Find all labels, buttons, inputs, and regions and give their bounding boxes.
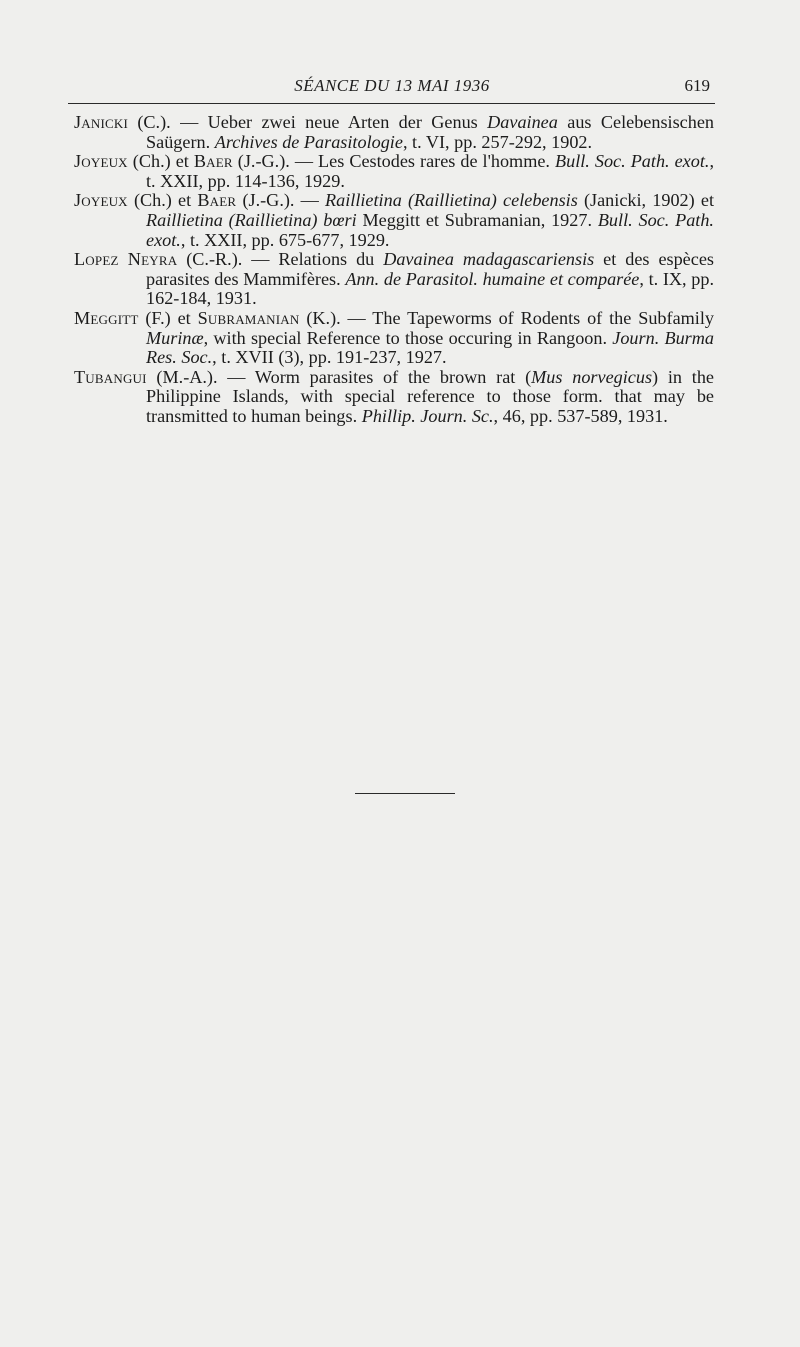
entry-text: , t. IX, pp. 162-184, 1931. [146, 268, 714, 309]
entry-text: (C.). — Ueber zwei neue Arten der Genus [127, 112, 488, 132]
bibliography-entry [74, 309, 714, 368]
entry-text: et des espèces parasites des Mammifères. [146, 249, 714, 289]
entry-text: (C.-R.). — Relations du [177, 249, 384, 270]
entry-italic-text: Bull. Soc. Path. exot. [146, 209, 714, 250]
entry-text: (M.-A.). — Worm parasites of the brown rat ( [146, 366, 532, 387]
entry-author: Joyeux [74, 151, 128, 172]
header-rule [68, 103, 715, 104]
running-header [68, 74, 716, 98]
entry-text: (J.-G.). — Les Cestodes rares de l'homme. [232, 151, 555, 172]
bibliography [74, 113, 714, 427]
entry-italic-text: Archives de Parasitologie [214, 131, 403, 152]
entry-text: (K.). — The Tapeworms of Rodents of the Subfamily [299, 307, 714, 328]
bibliography-entry [74, 152, 714, 191]
end-rule [355, 793, 455, 794]
entry-author: Tubangui [74, 366, 147, 387]
entry-author: Janicki [74, 112, 128, 132]
bibliography-entry [74, 191, 714, 250]
entry-text: (Ch.) et [127, 151, 194, 172]
page-number: 619 [684, 76, 710, 95]
entry-text: , t. VI, pp. 257-292, 1902. [402, 131, 593, 152]
entry-italic-text: Davainea madagascariensis [383, 249, 595, 270]
entry-italic-text: Bull. Soc. Path. exot. [555, 151, 710, 172]
entry-text: aus Celebensischen Saügern. [146, 112, 714, 152]
entry-text: , t. XVII (3), pp. 191-237, 1927. [212, 347, 447, 368]
entry-italic-text: Mus norvegicus [531, 366, 653, 387]
entry-italic-text: Raillietina (Raillietina) celebensis [325, 190, 578, 211]
entry-text: (J.-G.). — [236, 190, 326, 211]
entry-text: Subramanian [197, 307, 300, 328]
entry-italic-text: Journ. Burma Res. Soc. [146, 327, 714, 368]
bibliography-entry [74, 368, 714, 427]
entry-author: Meggitt [74, 307, 139, 328]
entry-text: Meggitt et Subramanian, 1927. [356, 209, 598, 230]
entry-text: Baer [197, 190, 237, 211]
entry-text: ) in the Philippine Islands, with special reference to those form. that may be transmitted to human beings. [146, 366, 714, 426]
entry-italic-text: Ann. de Parasitol. humaine et comparée [345, 268, 640, 289]
entry-text: (F.) et [138, 307, 198, 328]
entry-author: Lopez Neyra [74, 249, 178, 270]
running-title: SÉANCE DU 13 MAI 1936 [294, 76, 490, 95]
entry-text: (Janicki, 1902) et [577, 190, 715, 211]
entry-text: Baer [193, 151, 233, 172]
bibliography-entry [74, 113, 714, 152]
entry-italic-text: Phillip. Journ. Sc. [361, 405, 494, 426]
bibliography-entry [74, 250, 714, 309]
entry-author: Joyeux [74, 190, 128, 211]
entry-italic-text: Davainea [487, 112, 558, 132]
entry-text: , 46, pp. 537-589, 1931. [493, 405, 668, 426]
entry-text: , t. XXII, pp. 675-677, 1929. [180, 229, 390, 250]
entry-text: (Ch.) et [127, 190, 198, 211]
entry-italic-text: Raillietina (Raillietina) bœri [146, 209, 357, 230]
entry-italic-text: Murinæ [146, 327, 204, 348]
entry-text: , with special Reference to those occuring in Rangoon. [203, 327, 613, 348]
entry-text: , t. XXII, pp. 114-136, 1929. [146, 151, 714, 191]
